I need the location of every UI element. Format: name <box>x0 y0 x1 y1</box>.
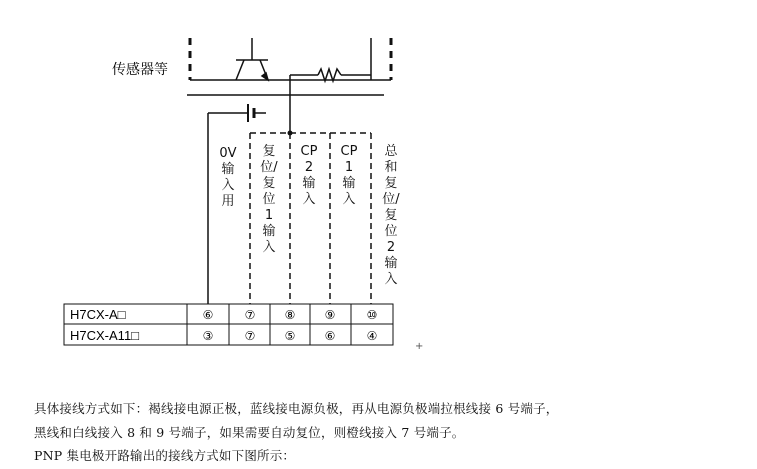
label-cp2-input: CP2输入 <box>300 144 318 207</box>
terminal-cell: ⑦ <box>244 308 256 322</box>
description-line-3: PNP 集电极开路输出的接线方式如下图所示： <box>34 448 296 463</box>
terminal-cell: ⑤ <box>284 329 296 343</box>
description-line-1: 具体接线方式如下：褐线接电源正极，蓝线接电源负极，再从电源负极端拉根线接 6 号端子， <box>34 401 559 416</box>
label-cp1-input: CP1输入 <box>340 144 358 207</box>
terminal-cell: ③ <box>202 329 214 343</box>
terminal-cell: ⑨ <box>324 308 336 322</box>
terminal-cell: ④ <box>366 329 378 343</box>
label-zero-v-input: 0V输入用 <box>219 146 237 209</box>
label-total-reset-input: 总和复位/复位2输入 <box>382 144 400 287</box>
plus-marker: + <box>415 341 424 352</box>
transistor-icon <box>236 38 268 80</box>
battery-icon <box>208 104 266 122</box>
model-label-a: H7CX-A□ <box>70 307 126 322</box>
terminal-cell: ⑥ <box>324 329 336 343</box>
sensor-label: 传感器等 <box>112 62 168 78</box>
label-reset-input: 复位/复位1输入 <box>260 144 278 255</box>
description-line-2: 黑线和白线接入 8 和 9 号端子，如果需要自动复位，则橙线接入 7 号端子。 <box>34 425 465 440</box>
terminal-cell: ⑦ <box>244 329 256 343</box>
resistor-icon <box>290 38 371 81</box>
terminal-cell: ⑩ <box>366 308 378 322</box>
terminal-cell: ⑥ <box>202 308 214 322</box>
terminal-cell: ⑧ <box>284 308 296 322</box>
model-label-a11: H7CX-A11□ <box>70 328 140 343</box>
